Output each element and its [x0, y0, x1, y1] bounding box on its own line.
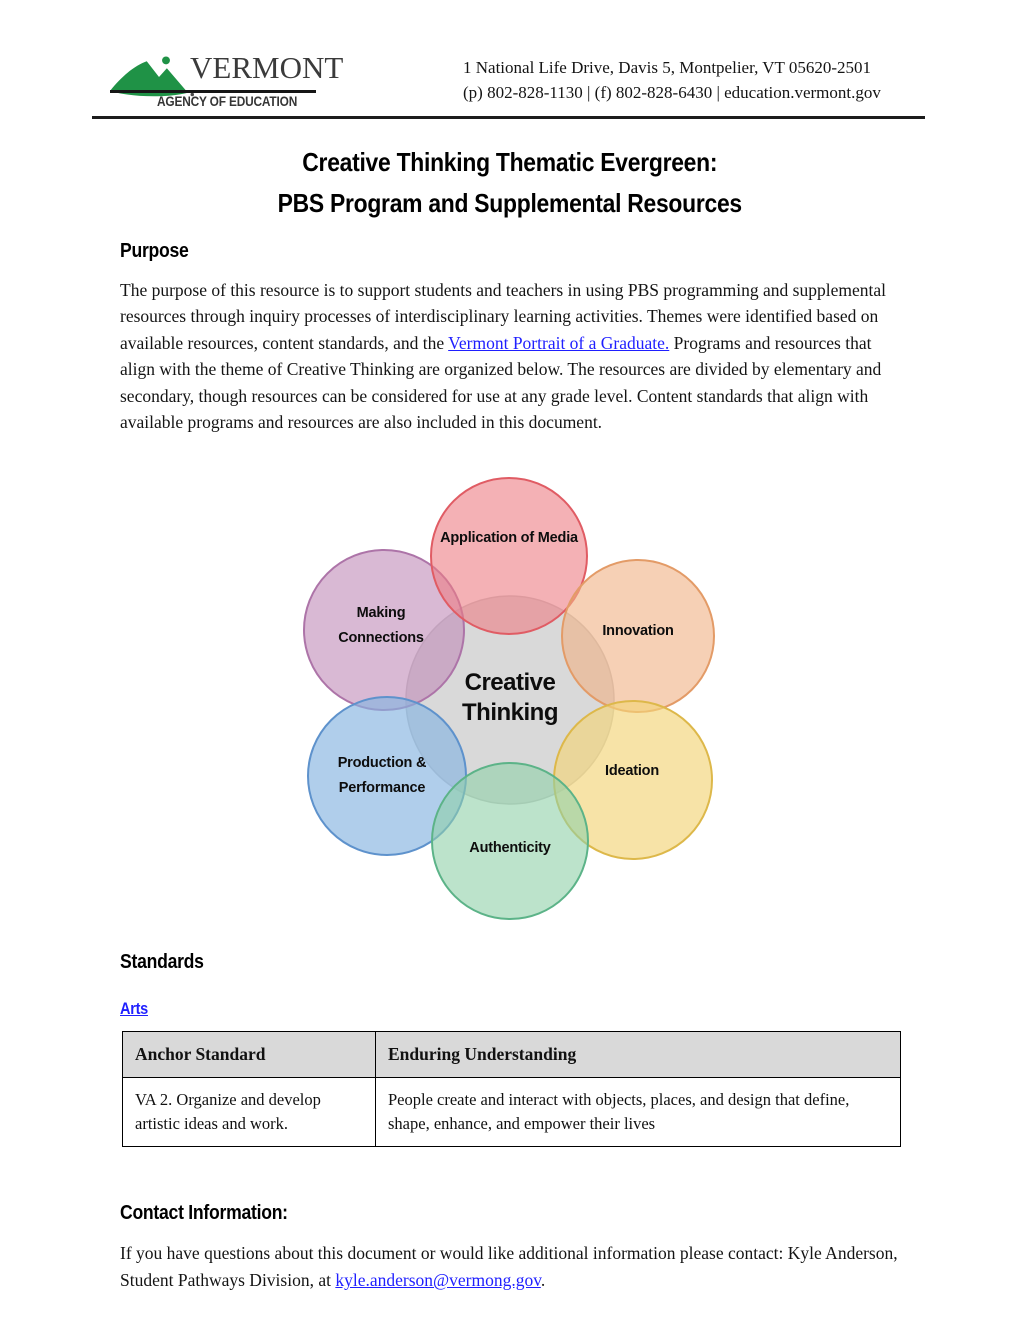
enduring-understanding-header: Enduring Understanding [376, 1032, 901, 1078]
purpose-paragraph [120, 277, 906, 435]
purpose-text-before: The purpose of this resource is to support students and teachers in using PBS programming and supplemental resources through inquiry processes of interdisciplinary learning activities. Themes were identified based on available resources, content standards, and the [120, 280, 886, 353]
header-divider [92, 116, 925, 119]
arts-category-link[interactable]: Arts [120, 1000, 148, 1018]
title-line-1: Creative Thinking Thematic Evergreen: [302, 147, 718, 177]
vermont-aoe-logo [108, 50, 344, 112]
purpose-heading: Purpose [120, 240, 189, 262]
anchor-standard-header: Anchor Standard [123, 1032, 376, 1078]
standards-heading: Standards [120, 951, 204, 973]
agency-address-block [463, 55, 881, 105]
table-header-row [123, 1032, 901, 1078]
authenticity-label: Authenticity [469, 840, 551, 856]
standards-table [122, 1031, 901, 1147]
address-line: 1 National Life Drive, Davis 5, Montpelier, VT 05620-2501 [463, 58, 872, 77]
creative-thinking-venn-diagram [300, 473, 720, 923]
production-performance-label: Production & Performance [337, 755, 427, 796]
table-row [123, 1078, 901, 1147]
phone-web-line: (p) 802-828-1130 | (f) 802-828-6430 | education.vermont.gov [463, 83, 881, 102]
contact-paragraph [120, 1240, 906, 1294]
making-connections-label: Making Connections [338, 605, 424, 646]
application-of-media-circle [431, 478, 587, 634]
logo-subtitle: AGENCY OF EDUCATION [156, 94, 297, 109]
contact-text-after: . [540, 1270, 546, 1290]
enduring-understanding-cell: People create and interact with objects, places, and design that define, shape, enhance, and empower their lives [376, 1078, 901, 1147]
portrait-of-graduate-link[interactable]: Vermont Portrait of a Graduate. [448, 332, 670, 353]
creative-thinking-center-label: Creative Thinking [462, 669, 558, 726]
page-title [0, 142, 1020, 224]
logo-brand-text: VERMONT [190, 50, 344, 85]
anchor-standard-cell: VA 2. Organize and develop artistic ideas and work. [123, 1078, 376, 1147]
contact-heading: Contact Information: [120, 1202, 288, 1224]
logo-underline [110, 90, 316, 93]
ideation-label: Ideation [605, 763, 659, 779]
purpose-text-after: Programs and resources that align with the theme of Creative Thinking are organized below. The resources are divided by elementary and secondary, though resources can be considered for use at any grade level. Content standards that align with available programs and resources are also included in this document. [120, 332, 882, 433]
contact-text-before: If you have questions about this document or would like additional information please contact: Kyle Anderson, Student Pathways Division, at [120, 1243, 898, 1290]
innovation-label: Innovation [602, 623, 674, 639]
application-of-media-label: Application of Media [440, 530, 578, 546]
contact-email-link[interactable]: kyle.anderson@vermong.gov [335, 1270, 541, 1290]
title-line-2: PBS Program and Supplemental Resources [277, 188, 743, 218]
